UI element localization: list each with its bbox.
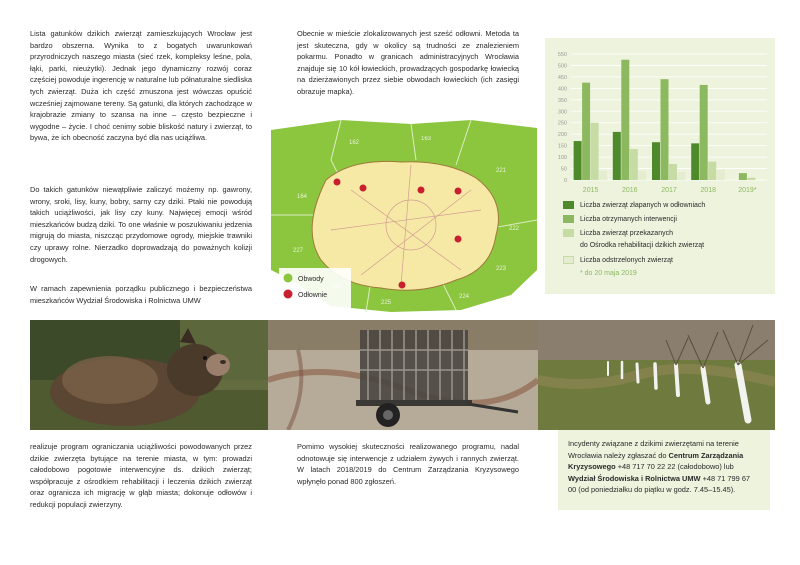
district-label: 225 [381,300,392,306]
crisis-center-phone: +48 717 70 22 22 (całodobowo) lub [615,462,734,472]
y-tick-label: 100 [557,155,567,162]
bar-chart [545,42,775,202]
orchard-photo [538,320,775,430]
x-tick-label: 2018 [700,187,716,194]
legend-swatch [563,201,574,209]
bar [739,173,747,180]
traps-paragraph: Obecnie w mieście zlokalizowanych jest sześć odłowni. Metoda ta jest skuteczna, gdy w okolicy są trudności ze znalezieniem pokarmu. Ponadto w granicach administracyjnych Wrocławia znajduje się 10 kół łowieckich, prowadzących gospodarkę łowiecką na dzierżawionych przez siebie obwodach łowieckich (ich zasięgi obrazuje mapka). [297,29,519,96]
y-tick-label: 350 [557,97,567,104]
bar [599,171,607,180]
bar [630,149,638,180]
y-tick-label: 0 [563,178,567,184]
y-tick-label: 550 [557,52,567,58]
bar [747,178,755,180]
district-label: 164 [297,194,308,200]
bar [582,83,590,180]
district-label: 227 [293,248,304,254]
incident-text: Incydenty związane z dzikimi zwierzętami na terenie Wrocławia należy zgłaszać do [568,439,739,460]
district-label: 223 [496,266,507,272]
legend-label: Liczba zwierząt złapanych w odłowniach [580,201,706,209]
bar [700,85,708,180]
bar [669,164,677,180]
trap-trailer-photo [268,320,538,430]
district-label: 224 [459,294,470,300]
species-paragraph: Do takich gatunków niewątpliwie zaliczyć możemy np. gawrony, wrony, sroki, lisy, kuny, bobry, sarny czy dziki. Ptaki nie powodują takich uciążliwości, jak lisy czy kuny. Najwięcej emocji wśród mieszkańców budzą dziki. To one właśnie w poszukiwaniu jedzenia migrują do miasta, niszcząc przydomowe ogrody, miejskie trawniki czy uprawy rolne. Nierzadko doprowadzają do poważnych kolizji drogowych. [30,185,252,264]
y-tick-label: 150 [557,143,567,150]
chart-panel [545,38,775,294]
bar [613,132,621,180]
bar [717,170,725,180]
district-label: 221 [496,168,507,174]
program-intro-paragraph: W ramach zapewnienia porządku publicznego i bezpieczeństwa mieszkańców Wydział Środowiska i Rolnictwa UMW [30,284,252,305]
legend-obwody-swatch [284,274,293,283]
intro-paragraph: Lista gatunków dzikich zwierząt zamieszkujących Wrocław jest bardzo obszerna. Wynika to z bogatych uwarunkowań przyrodniczych naszego miasta (sieć rzek, kompleksy leśne, pola, łąki, parki, nieużytki). Jednak jego dynamiczny rozwój coraz częściej powoduje ingerencję w naturalne lub półnaturalne siedliska tych zwierząt. Duża ich część zmuszona jest wówczas opuścić wcześniej zajmowane tereny. Są gatunki, dla których zachodzące w krajobrazie zmiany to szansa na inne – często bezpieczne i wygodne – życie. I choć cenimy sobie bliskość natury i zwierząt, to bywa, że ich obecność zaczyna być dla nas uciążliwa. [30,29,252,143]
district-label: 163 [421,136,432,142]
trap-marker [418,187,425,194]
y-tick-label: 500 [557,63,567,70]
bar [574,141,582,180]
district-label: 162 [349,140,360,146]
x-tick-label: 2019* [738,187,757,194]
x-tick-label: 2015 [582,187,599,194]
interventions-paragraph: Pomimo wysokiej skuteczności realizowanego programu, nadal odnotowuje się interwencje z udziałem żywych i rannych zwierząt. W latach 2018/2019 do Centrum Zarządzania Kryzysowego wpłynęło ponad 800 zgłoszeń. [297,442,519,486]
bar [661,79,669,180]
crisis-center-name: Centrum Zarządzania Kryzysowego [568,450,744,472]
y-tick-label: 50 [560,166,567,173]
legend-label: Liczba odstrzelonych zwierząt [580,256,673,264]
boar-photo [30,320,268,430]
trap-marker [455,188,462,195]
legend-swatch [563,229,574,237]
legend-item-continued [580,242,704,249]
y-tick-label: 250 [557,120,567,127]
x-tick-label: 2016 [622,187,638,194]
legend-odlownie-swatch [284,290,293,299]
bar [591,123,599,180]
incident-contact-box [558,430,770,510]
legend-swatch [563,215,574,223]
legend-obwody-label: Obwody [298,276,324,283]
department-name: Wydział Środowiska i Rolnictwa UMW [568,473,701,483]
y-tick-label: 200 [557,132,567,139]
legend-label: do Ośrodka rehabilitacji dzikich zwierząt [580,242,705,249]
chart-footnote: * do 20 maja 2019 [580,270,637,277]
legend-item [563,229,673,237]
y-tick-label: 300 [557,109,567,116]
trap-marker [455,236,462,243]
department-phone: +48 71 799 67 00 (od poniedziałku do piątku w godz. 7.45–15.45). [568,473,751,495]
program-details-paragraph: realizuje program ograniczania uciążliwości powodowanych przez dzikie zwierzęta bytujące na terenie miasta, w tym: prowadzi całodobowo pogotowie interwencyjne ds. dzikich zwierząt; współpracuje z ośrodkiem rehabilitacji i leczenia dzikich zwierząt oraz ogranicza ich migrację w głąb miasta; dokonuje odłowów i redukcji populacji zwierzyny. [30,442,252,509]
legend-item [563,215,677,223]
legend-item [563,256,673,264]
bar [621,60,629,180]
bar [691,143,699,180]
legend-odlownie-label: Odłownie [298,292,328,299]
bar [652,142,660,180]
bar [678,172,686,180]
x-tick-label: 2017 [661,187,677,194]
legend-label: Liczba otrzymanych interwencji [580,215,677,223]
legend-swatch [563,256,574,264]
bar [638,171,646,180]
legend-item [563,201,705,209]
trap-marker [360,185,367,192]
legend-label: Liczba zwierząt przekazanych [580,229,673,237]
district-label: 222 [509,226,520,232]
y-tick-label: 450 [557,74,567,81]
y-tick-label: 400 [557,86,567,93]
hunting-map [271,120,537,312]
trap-marker [334,179,341,186]
bar [708,162,716,180]
trap-marker [399,282,406,289]
